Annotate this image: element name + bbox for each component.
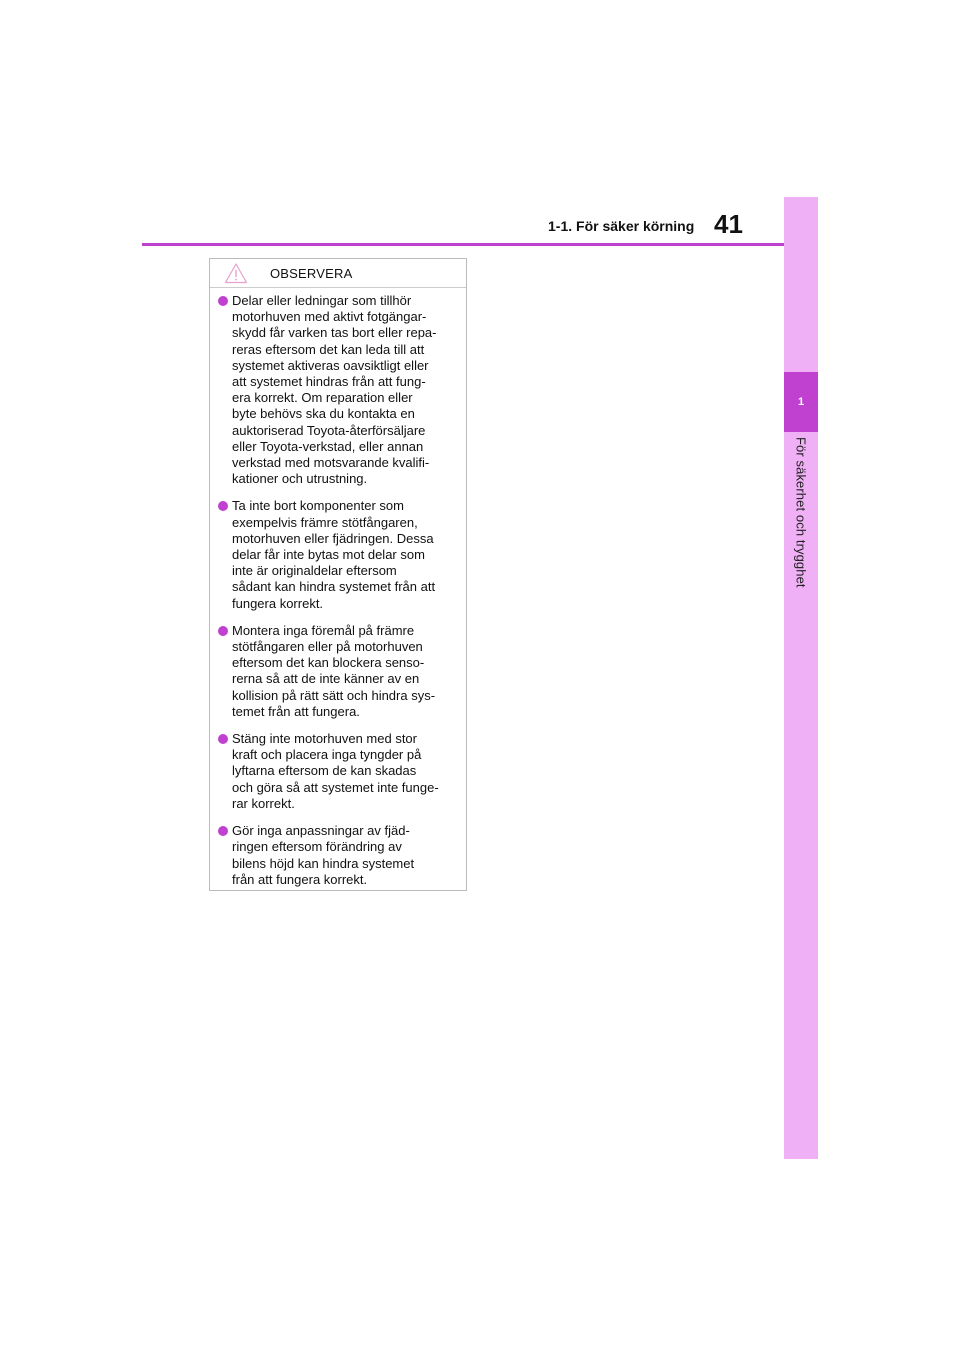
chapter-number-box — [784, 372, 818, 432]
notice-list — [210, 288, 466, 888]
bullet-icon — [218, 734, 228, 744]
list-item — [218, 623, 458, 720]
list-item — [218, 731, 458, 812]
bullet-icon — [218, 626, 228, 636]
list-item — [218, 498, 458, 611]
warning-triangle-icon — [224, 262, 248, 284]
bullet-icon — [218, 826, 228, 836]
notice-header — [210, 259, 466, 288]
list-item — [218, 293, 458, 487]
header-rule — [142, 243, 784, 246]
side-tab — [784, 197, 818, 1159]
list-item — [218, 823, 458, 888]
list-item-text: Gör inga anpassningar av fjäd- ringen eftersom förändring av bilens höjd kan hindra systemet från att fungera korrekt. — [232, 823, 415, 887]
notice-title: OBSERVERA — [270, 265, 353, 281]
list-item-text: Ta inte bort komponenter som exempelvis främre stötfångaren, motorhuven eller fjädringen. Dessa delar får inte bytas mot delar som inte är originaldelar eftersom sådant kan hindra systemet från att fungera korrekt. — [232, 498, 436, 611]
notice-box — [209, 258, 467, 891]
list-item-text: Stäng inte motorhuven med stor kraft och placera inga tyngder på lyftarna eftersom de kan skadas och göra så att systemet inte funge- rar korrekt. — [232, 731, 439, 811]
list-item-text: Delar eller ledningar som tillhör motorhuven med aktivt fotgängar- skydd får varken tas bort eller repa- reras eftersom det kan leda till att systemet aktiveras oavsiktligt eller att systemet hindras från att fung- era korrekt. Om reparation eller byte behövs ska du kontakta en auktoriserad Toyota-återförsäljare eller Toyota-verkstad, eller annan verkstad med motsvarande kvalifi- kationer och utrustning. — [232, 293, 437, 487]
section-title: 1-1. För säker körning — [548, 218, 695, 234]
bullet-icon — [218, 501, 228, 511]
page-number: 41 — [714, 209, 743, 239]
bullet-icon — [218, 296, 228, 306]
chapter-title: För säkerhet och trygghet — [793, 437, 809, 588]
chapter-number: 1 — [797, 396, 805, 408]
list-item-text: Montera inga föremål på främre stötfångaren eller på motorhuven eftersom det kan blockera senso- rerna så att de inte känner av en kollision på rätt sätt och hindra sys- temet från att fungera. — [232, 622, 436, 719]
